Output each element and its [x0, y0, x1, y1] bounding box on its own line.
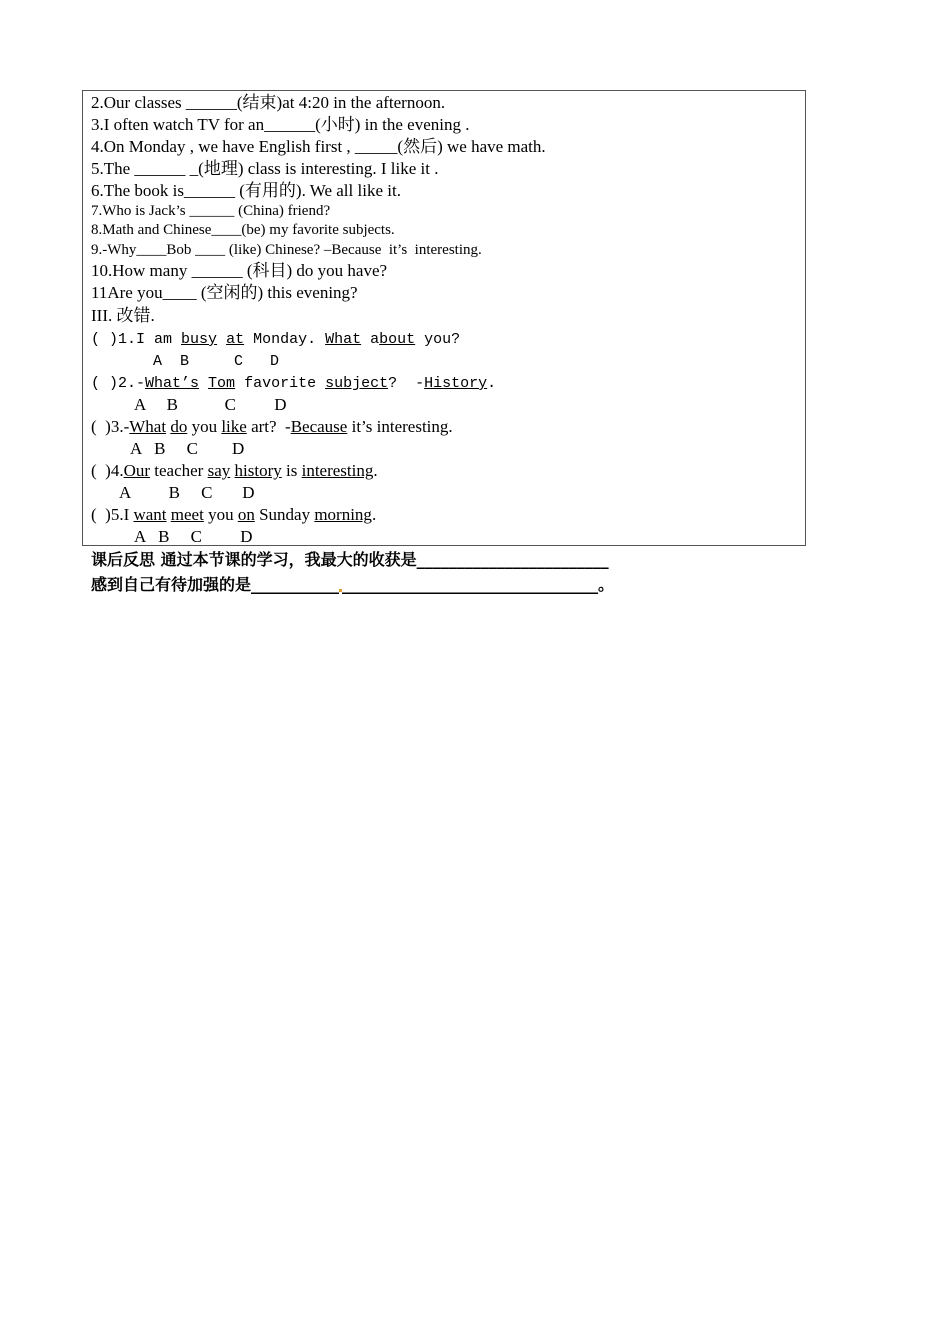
section-heading: III. 改错.: [91, 306, 155, 325]
fill-in-item-4: 4.On Monday , we have English first , _____(然后) we have math.: [91, 137, 546, 156]
fill-in-item-6: 6.The book is______ (有用的). We all like it.: [91, 181, 401, 200]
fill-in-item-11: 11Are you____ (空闲的) this evening?: [91, 283, 358, 302]
option-letters-3: A B C D: [130, 439, 245, 458]
error-question-4: ( )4.Our teacher say history is interesting.: [91, 461, 378, 480]
error-question-1: ( )1.I am busy at Monday. What about you?: [91, 331, 461, 348]
fill-in-item-9: 9.-Why____Bob ____ (like) Chinese? –Because it’s interesting.: [91, 242, 482, 258]
fill-in-item-2: 2.Our classes ______(结束)at 4:20 in the afternoon.: [91, 93, 446, 112]
fill-in-item-8: 8.Math and Chinese____(be) my favorite subjects.: [91, 222, 395, 238]
option-letters-2: A B C D: [134, 395, 287, 414]
error-question-3: ( )3.-What do you like art? -Because it’s interesting.: [91, 417, 453, 436]
option-letters-1: A B C D: [153, 353, 280, 370]
reflection-line-1: 课后反思 通过本节课的学习，我最大的收获是________________________: [91, 550, 609, 569]
option-letters-5: A B C D: [134, 527, 253, 546]
fill-in-item-3: 3.I often watch TV for an______(小时) in the evening .: [91, 115, 470, 134]
error-question-5: ( )5.I want meet you on Sunday morning.: [91, 505, 377, 524]
fill-in-item-7: 7.Who is Jack’s ______ (China) friend?: [91, 203, 331, 219]
reflection-line-2: 感到自己有待加强的是___________ ________________________________。: [91, 575, 615, 594]
fill-in-item-10: 10.How many ______ (科目) do you have?: [91, 261, 388, 280]
error-question-2: ( )2.-What’s Tom favorite subject? -History.: [91, 375, 497, 392]
fill-in-item-5: 5.The ______ _(地理) class is interesting. I like it .: [91, 159, 439, 178]
option-letters-4: A B C D: [119, 483, 255, 502]
